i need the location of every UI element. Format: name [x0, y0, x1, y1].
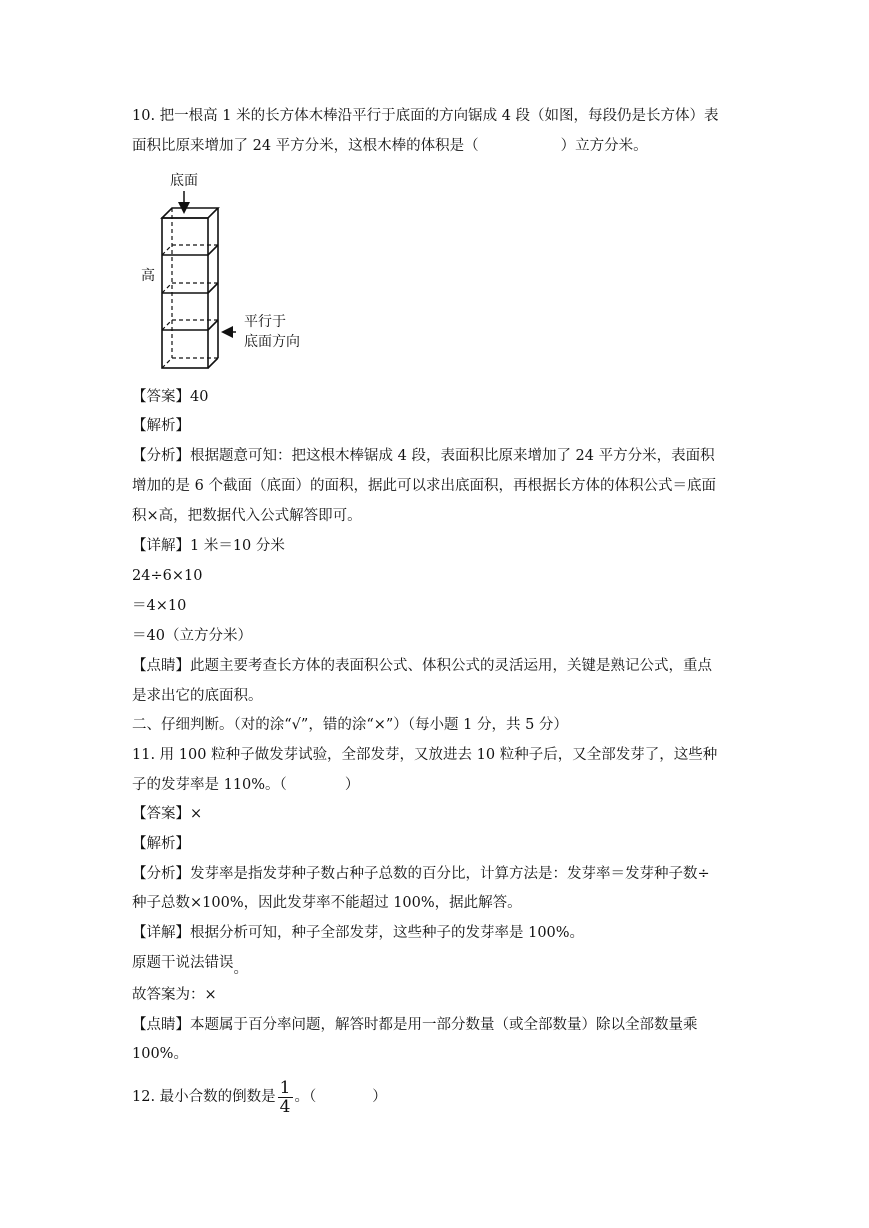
label-parallel-2: 底面方向 [244, 334, 300, 350]
q11-answer: 【答案】× [132, 806, 203, 822]
q11-analysis-head: 【解析】 [132, 836, 190, 852]
label-bottom-face: 底面 [170, 173, 198, 189]
cuboid-figure [132, 166, 332, 376]
q12-text-3: ） [372, 1089, 387, 1105]
q10-calc-2: ＝4×10 [132, 598, 187, 614]
q10-xiangjie-1: 【详解】1 米＝10 分米 [132, 538, 285, 554]
cuboid-diagram [132, 166, 332, 376]
top-face [162, 208, 218, 218]
q11-fenxi-1: 【分析】发芽率是指发芽种子数占种子总数的百分比，计算方法是：发芽率＝发芽种子数÷ [132, 866, 710, 882]
q11-line-2-text: 子的发芽率是 110%。（ [132, 777, 287, 793]
q11-dianjing-1: 【点睛】本题属于百分率问题，解答时都是用一部分数量（或全部数量）除以全部数量乘 [132, 1017, 698, 1033]
label-height: 高 [141, 268, 155, 284]
q12-line [132, 1077, 387, 1117]
q10-fenxi-2: 增加的是 6 个截面（底面）的面积，据此可以求出底面积，再根据长方体的体积公式＝底面 [132, 478, 716, 494]
fraction-denominator: 4 [279, 1096, 291, 1117]
q11-line-2-end: ） [344, 777, 360, 793]
q11-line-1: 11. 用 100 粒种子做发芽试验，全部发芽，又放进去 10 粒种子后，又全部发芽了，这些种 [132, 747, 718, 763]
q11-final-answer: 故答案为：× [132, 987, 217, 1003]
q11-fenxi-2: 种子总数×100%，因此发芽率不能超过 100%，据此解答。 [132, 895, 522, 911]
label-parallel-1: 平行于 [244, 314, 286, 330]
q10-calc-3: ＝40（立方分米） [132, 628, 252, 644]
q10-fenxi-3: 积×高，把数据代入公式解答即可。 [132, 508, 362, 524]
q12-text-2: 。（ [294, 1089, 317, 1105]
hidden-edges [162, 208, 218, 368]
q10-line-2 [132, 136, 648, 156]
q10-line-2-text: 面积比原来增加了 24 平方分米，这根木棒的体积是（ [132, 138, 479, 154]
q11-line-2 [132, 775, 359, 795]
q12-text: 12. 最小合数的倒数是 [132, 1089, 276, 1105]
fraction-numerator: 1 [279, 1077, 291, 1098]
q10-dianjing-2: 是求出它的底面积。 [132, 688, 263, 704]
q10-line-1: 10. 把一根高 1 米的长方体木棒沿平行于底面的方向锯成 4 段（如图，每段仍是长方体）表 [132, 108, 719, 124]
q11-dianjing-2: 100%。 [132, 1046, 188, 1062]
q10-calc-1: 24÷6×10 [132, 568, 203, 584]
fraction [278, 1079, 293, 1116]
q11-xiangjie-2-period: 。 [233, 961, 248, 977]
q10-dianjing-1: 【点睛】此题主要考查长方体的表面积公式、体积公式的灵活运用，关键是熟记公式，重点 [132, 658, 712, 674]
q10-fenxi-1: 【分析】根据题意可知：把这根木棒锯成 4 段，表面积比原来增加了 24 平方分米，表面积 [132, 448, 715, 464]
q10-line-2-end: ）立方分米。 [560, 138, 648, 154]
q11-xiangjie-1: 【详解】根据分析可知，种子全部发芽，这些种子的发芽率是 100%。 [132, 925, 585, 941]
q11-xiangjie-2 [132, 953, 248, 977]
q11-xiangjie-2-text: 原题干说法错误 [132, 955, 234, 971]
section-2-heading: 二、仔细判断。（对的涂“√”，错的涂“×”）（每小题 1 分，共 5 分） [132, 717, 568, 733]
q10-analysis-head: 【解析】 [132, 418, 190, 434]
q10-answer: 【答案】40 [132, 389, 209, 405]
